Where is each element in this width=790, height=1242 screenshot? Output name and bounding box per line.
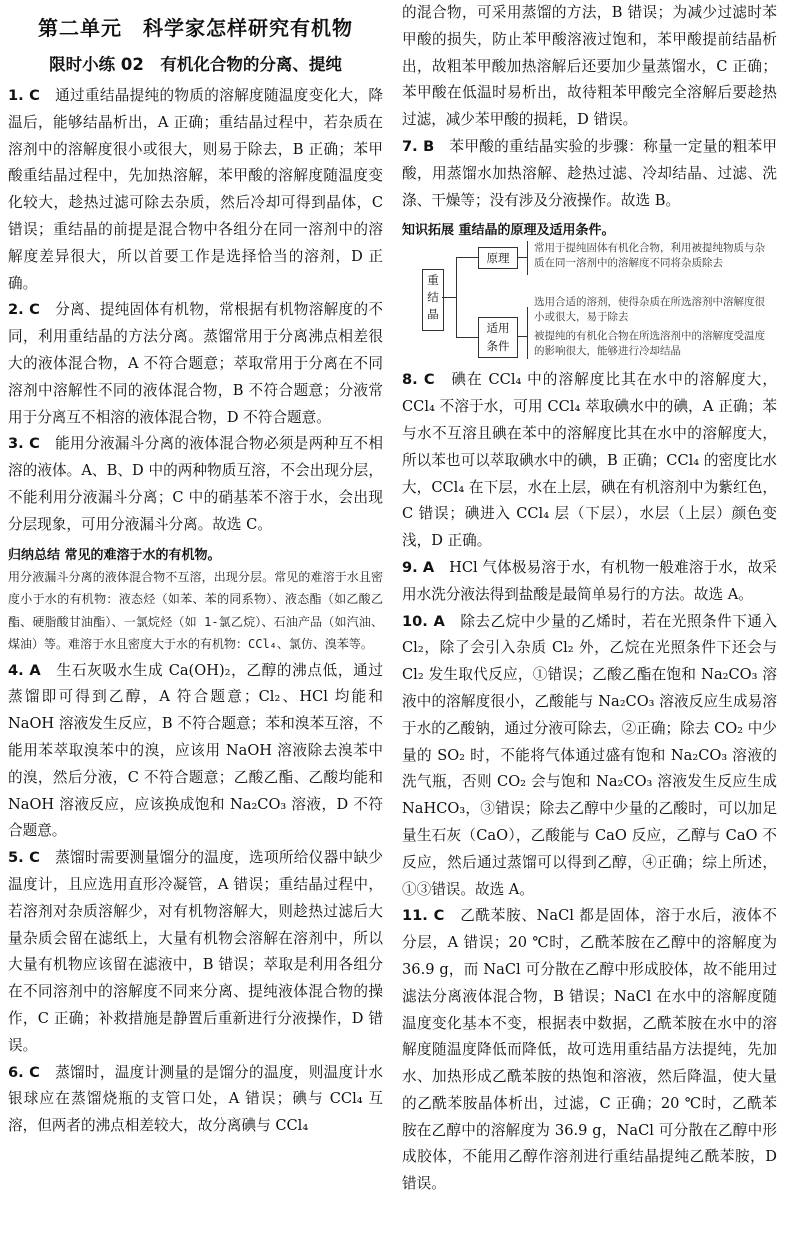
left-answers bbox=[8, 83, 383, 1140]
answer-item bbox=[8, 1060, 383, 1140]
answer-number: 1. C bbox=[8, 87, 40, 104]
answer-continuation bbox=[402, 0, 777, 134]
answer-text: 蒸馏时，温度计测量的是馏分的温度，则温度计水银球应在蒸馏烧瓶的支管口处，A 错误；碘与 CCl₄ 互溶，但两者的沸点相差较大，故分离碘与 CCl₄ bbox=[8, 1063, 383, 1135]
right-answers-top bbox=[402, 0, 777, 214]
left-column bbox=[8, 0, 383, 1140]
answer-number: 7. B bbox=[402, 137, 435, 155]
diagram-note-condition-1: 选用合适的溶剂，使得杂质在所选溶剂中溶解度很小或很大，易于除去 bbox=[534, 296, 765, 324]
diagram-connector bbox=[527, 307, 528, 359]
recrystallization-diagram bbox=[402, 241, 777, 361]
diagram-principle: 原理 bbox=[478, 247, 518, 269]
answer-text: 能用分液漏斗分离的液体混合物必须是两种互不相溶的液体。A、B、D 中的两种物质互溶，不会出现分层，不能利用分液漏斗分离；C 中的硝基苯不溶于水，会出现分层现象，可用分液漏斗分离。故选 C。 bbox=[8, 435, 383, 533]
answer-number: 6. C bbox=[8, 1063, 40, 1081]
answer-text: 乙酰苯胺、NaCl 都是固体，溶于水后，液体不分层，A 错误；20 ℃时，乙酰苯胺在乙醇中的溶解度为 36.9 g，而 NaCl 可分散在乙醇中形成胶体，故不能用过滤法分离液体混合物，B 错误；NaCl 在水中的溶解度随温度变化基本不变，根据表中数据，乙酰苯胺在水中的溶解度随温度降低而降低，故可选用重结晶方法提纯，先加水、加热形成乙酰苯胺的热饱和溶液，然后降温，使大量的乙酰苯胺晶体析出，过滤，C 正确；20 ℃时，乙酰苯胺在乙醇中的溶解度为 36.9 g，NaCl 可分散在乙醇中形成胶体，不能用乙醇作溶剂进行重结晶提纯乙酰苯胺，D 错误。 bbox=[402, 907, 777, 1193]
answer-item bbox=[8, 658, 383, 846]
answer-number: 11. C bbox=[402, 907, 445, 925]
answer-item bbox=[402, 134, 777, 214]
answer-item bbox=[402, 555, 777, 609]
knowledge-extension-title: 知识拓展 重结晶的原理及适用条件。 bbox=[402, 223, 615, 239]
diagram-connector bbox=[456, 337, 478, 338]
answer-text: 的混合物，可采用蒸馏的方法，B 错误；为减少过滤时苯甲酸的损失，防止苯甲酸溶液过饱和，苯甲酸提前结晶析出，故粗苯甲酸加热溶解后还要加少量蒸馏水，C 正确；苯甲酸在低温时易析出，故待粗苯甲酸完全溶解后要趁热过滤，减少苯甲酸的损耗，D 错误。 bbox=[402, 4, 777, 129]
diagram-note-condition-2: 被提纯的有机化合物在所选溶剂中的溶解度受温度的影响很大，能够进行冷却结晶 bbox=[534, 330, 765, 358]
answer-number: 5. C bbox=[8, 849, 40, 867]
right-answers-bottom bbox=[402, 367, 777, 1198]
summary-box-text: 用分液漏斗分离的液体混合物不互溶，出现分层。常见的难溶于水且密度小于水的有机物：液态烃（如苯、苯的同系物）、液态酯（如乙酸乙酯、硬脂酸甘油酯）、一氯烷烃（如 1-氯乙烷）、石油产品（如汽油、煤油）等。难溶于水且密度大于水的有机物：CCl₄、氯仿、溴苯等。 bbox=[8, 569, 383, 652]
answer-number: 4. A bbox=[8, 661, 41, 679]
answer-item bbox=[402, 609, 777, 904]
answer-item bbox=[8, 297, 383, 431]
answer-text: 苯甲酸的重结晶实验的步骤：称量一定量的粗苯甲酸，用蒸馏水加热溶解、趁热过滤、冷却结晶、过滤、洗涤、干燥等；没有涉及分液操作。故选 B。 bbox=[402, 137, 777, 209]
answer-text: 生石灰吸水生成 Ca(OH)₂，乙醇的沸点低，通过蒸馏即可得到乙醇，A 符合题意；Cl₂、HCl 均能和 NaOH 溶液发生反应，B 不符合题意；苯和溴苯互溶，不能用苯萃取溴苯中的溴，应该用 NaOH 溶液除去溴苯中的溴，然后分液，C 不符合题意；乙酸乙酯、乙酸均能和 NaOH 溶液反应，应该换成饱和 Na₂CO₃ 溶液，D 不符合题意。 bbox=[8, 661, 383, 840]
diagram-conditions: 适用条件 bbox=[478, 317, 518, 358]
answer-number: 10. A bbox=[402, 612, 445, 630]
answer-item bbox=[8, 431, 383, 538]
answer-item bbox=[8, 845, 383, 1059]
answer-number: 2. C bbox=[8, 301, 40, 319]
diagram-note-principle: 常用于提纯固体有机化合物，利用被提纯物质与杂质在同一溶剂中的溶解度不同将杂质除去 bbox=[534, 242, 765, 270]
answer-text: HCl 气体极易溶于水，有机物一般难溶于水，故采用水洗分液法得到盐酸是最简单易行的方法。故选 A。 bbox=[402, 558, 777, 603]
answer-text: 通过重结晶提纯的物质的溶解度随温度变化大，降温后，能够结晶析出，A 正确；重结晶过程中，若杂质在溶剂中的溶解度很小或很大，则易于除去，B 正确；苯甲酸重结晶过程中，先加热溶解，苯甲酸的溶解度随温度变化较大，趁热过滤可除去杂质，然后冷却可得到晶体，C 错误；重结晶的前提是混合物中各组分在同一溶剂中的溶解度差异很大，所以首要工作是选择恰当的溶剂，D 正确。 bbox=[8, 87, 383, 292]
exercise-title: 限时小练 02 有机化合物的分离、提纯 bbox=[49, 55, 342, 74]
diagram-connector bbox=[517, 257, 527, 258]
summary-box-title: 归纳总结 常见的难溶于水的有机物。 bbox=[8, 547, 221, 563]
diagram-root: 重结晶 bbox=[422, 269, 444, 331]
diagram-connector bbox=[527, 241, 528, 275]
answer-item bbox=[8, 83, 383, 297]
answer-text: 碘在 CCl₄ 中的溶解度比其在水中的溶解度大，CCl₄ 不溶于水，可用 CCl₄ 萃取碘水中的碘，A 正确；苯与水不互溶且碘在苯中的溶解度比其在水中的溶解度大，所以苯也可以萃取碘水中的碘，B 正确；CCl₄ 的密度比水大，CCl₄ 在下层，水在上层，碘在有机溶剂中为紫红色，C 错误；碘进入 CCl₄ 层（下层），水层（上层）颜色变浅，D 正确。 bbox=[402, 371, 777, 550]
diagram-connector bbox=[442, 297, 456, 298]
diagram-connector bbox=[456, 257, 478, 258]
answer-text: 蒸馏时需要测量馏分的温度，选项所给仪器中缺少温度计，且应选用直形冷凝管，A 错误；重结晶过程中，若溶剂对杂质溶解少，对有机物溶解大，则趁热过滤后大量杂质会留在滤纸上，大量有机物会溶解在溶剂中，所以大量有机物应该留在滤液中，B 错误；萃取是利用各组分在不同溶剂中的溶解度不同来分离、提纯液体混合物的操作，C 正确；补救措施是静置后重新进行分液操作，D 错误。 bbox=[8, 849, 383, 1054]
diagram-connector bbox=[517, 336, 527, 337]
diagram-connector bbox=[456, 257, 457, 337]
answer-number: 3. C bbox=[8, 435, 40, 453]
answer-text: 除去乙烷中少量的乙烯时，若在光照条件下通入 Cl₂，除了会引入杂质 Cl₂ 外，乙烷在光照条件下还会与 Cl₂ 发生取代反应，①错误；乙酸乙酯在饱和 Na₂CO₃ 溶液中的溶解度很小，乙酸能与 Na₂CO₃ 溶液反应生成易溶于水的乙酸钠，通过分液可除去，②正确；除去 CO₂ 中少量的 SO₂ 时，不能将气体通过盛有饱和 Na₂CO₃ 溶液的洗气瓶，否则 CO₂ 会与饱和 Na₂CO₃ 溶液发生反应生成 NaHCO₃，③错误；除去乙醇中少量的乙酸时，可以加足量生石灰（CaO），乙酸能与 CaO 反应，乙醇与 CaO 不反应，然后通过蒸馏可以得到乙醇，④正确；综上所述，①③错误。故选 A。 bbox=[402, 612, 777, 898]
answer-item bbox=[402, 367, 777, 555]
answer-number: 8. C bbox=[402, 371, 435, 389]
answer-item bbox=[402, 903, 777, 1198]
unit-title: 第二单元 科学家怎样研究有机物 bbox=[38, 16, 353, 40]
right-column bbox=[402, 0, 777, 1198]
answer-text: 分离、提纯固体有机物，常根据有机物溶解度的不同，利用重结晶的方法分离。蒸馏常用于分离沸点相差很大的液体混合物，A 不符合题意；萃取常用于分离在不同溶剂中溶解性不同的液体混合物，B 不符合题意；分液常用于分离互不相溶的液体混合物，D 不符合题意。 bbox=[8, 301, 383, 426]
answer-number: 9. A bbox=[402, 558, 435, 576]
